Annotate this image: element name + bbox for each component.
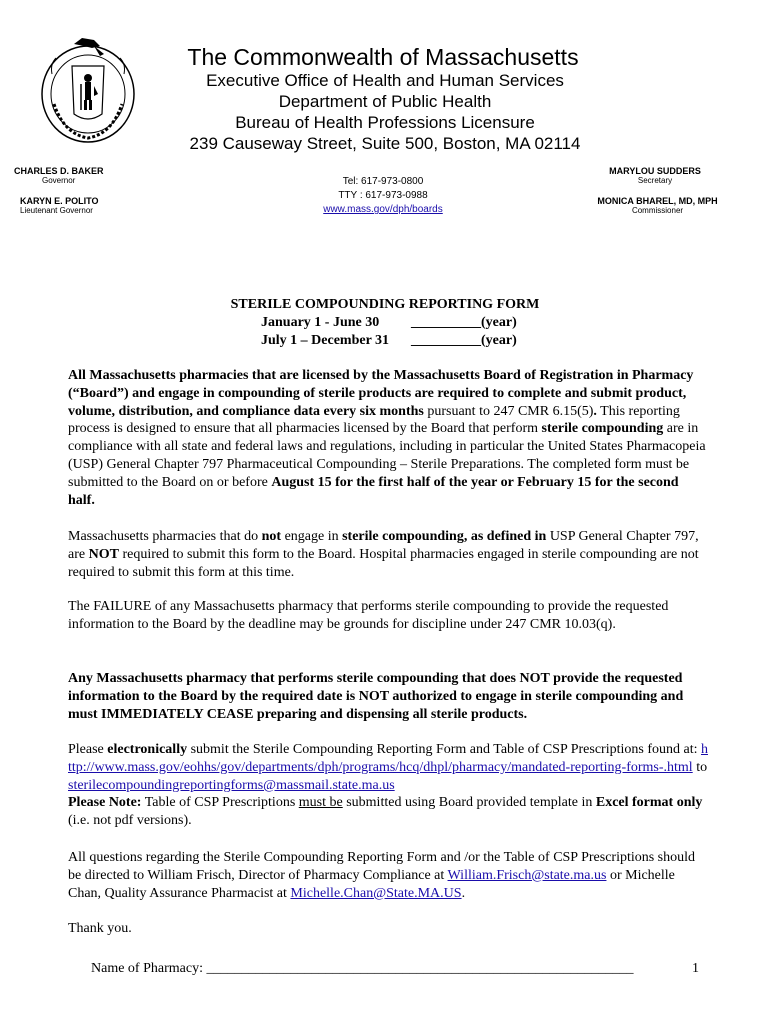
boards-website-link[interactable]: www.mass.gov/dph/boards: [323, 204, 443, 215]
submission-email-link[interactable]: sterilecompoundingreportingforms@massmail.state.ma.us: [68, 777, 395, 793]
compliance-text: are in compliance with all state and federal laws and regulations, including in particular the United States Pharmacopeia (USP) General Chapter 797 Pharmaceutical Compounding – Sterile Preparations. The completed form must be submitted to the Board on or before: [68, 421, 706, 490]
year-field-first-half[interactable]: __________(year): [411, 315, 517, 330]
sterile-compounding-term: sterile compounding: [541, 421, 664, 437]
page-title: The Commonwealth of Massachusetts: [187, 44, 579, 70]
excel-only-emphasis: Excel format only: [595, 795, 703, 811]
chan-email-link[interactable]: Michelle.Chan@State.MA.US: [290, 885, 462, 901]
year-field-second-half[interactable]: __________(year): [411, 333, 517, 348]
electronically-emphasis: electronically: [107, 742, 188, 757]
requirement-statement: All Massachusetts pharmacies that are licensed by the Massachusetts Board of Registration in Pharmacy (“Board”) and engage in compounding of sterile products are required to complete and submit product, volume, distribution, and compliance data every six months: [68, 368, 694, 419]
bureau-name: Bureau of Health Professions Licensure: [235, 113, 535, 132]
department-name: Department of Public Health: [278, 92, 492, 111]
paragraph-contacts: [68, 849, 708, 902]
pharmacy-name-row: [91, 961, 633, 977]
forms-website-link[interactable]: http://www.mass.gov/eohhs/gov/departments/dph/programs/hcq/dhpl/pharmacy/mandated-reporting-forms-.html: [68, 742, 708, 775]
governor-title: Governor: [42, 176, 76, 185]
submit-text-1: Please: [68, 742, 108, 757]
submit-text-3: to: [692, 759, 708, 775]
exemption-text-1: Massachusetts pharmacies that do: [68, 529, 262, 544]
contact-text-1: All questions regarding the Sterile Compounding Reporting Form and /or the Table of CSP Prescriptions should be directed to William Frisch, Director of Pharmacy Compliance at: [68, 850, 696, 883]
note-label: Please Note:: [68, 795, 142, 811]
commissioner-title: Commissioner: [631, 206, 684, 215]
note-text-3: (i.e. not pdf versions).: [68, 813, 192, 829]
phone-number: Tel: 617-973-0800: [342, 176, 424, 187]
commissioner-block: [580, 196, 735, 215]
office-name: Executive Office of Health and Human Services: [206, 71, 564, 90]
paragraph-requirements: [68, 367, 708, 509]
not-required-emphasis: NOT: [88, 546, 119, 562]
thank-you: Thank you.: [68, 921, 132, 936]
tty-number: TTY : 617-973-0988: [338, 190, 428, 201]
lt-governor-name: KARYN E. POLITO: [20, 196, 99, 206]
commissioner-name: MONICA BHAREL, MD, MPH: [597, 196, 718, 206]
note-text-1: Table of CSP Prescriptions: [141, 795, 299, 811]
must-be-emphasis: must be: [298, 795, 343, 811]
secretary-block: [590, 166, 720, 185]
note-text-2: submitted using Board provided template in: [342, 795, 596, 811]
exemption-text-2: engage in: [281, 529, 343, 544]
submit-text-2: submit the Sterile Compounding Reporting Form and Table of CSP Prescriptions found at:: [187, 742, 701, 757]
exemption-text-4: required to submit this form to the Board. Hospital pharmacies engaged in sterile compounding are not required to submit this form at this time.: [68, 546, 699, 580]
contact-text-3: .: [461, 885, 466, 901]
lt-governor-title: Lieutenant Governor: [20, 206, 93, 215]
paragraph-exemptions: [68, 528, 708, 581]
contact-text-2: or Michelle Chan, Quality Assurance Pharmacist at: [68, 867, 675, 901]
deadline-text: August 15 for the first half of the year or February 15 for the second half.: [68, 474, 679, 508]
secretary-name: MARYLOU SUDDERS: [609, 166, 701, 176]
form-title: STERILE COMPOUNDING REPORTING FORM: [230, 297, 540, 312]
paragraph-submission: [68, 741, 708, 830]
pharmacy-name-label: Name of Pharmacy:: [91, 961, 207, 976]
exemption-text-3: USP General Chapter 797, are: [68, 529, 699, 562]
address: 239 Causeway Street, Suite 500, Boston, MA 02114: [189, 134, 581, 153]
not-emphasis: not: [261, 529, 282, 544]
paragraph-failure: The FAILURE of any Massachusetts pharmacy that performs sterile compounding to provide the requested information to the Board by the deadline may be grounds for discipline under 247 CMR 10.03(q).: [68, 599, 669, 632]
regulation-reference: pursuant to 247 CMR 6.15(5): [423, 403, 594, 419]
secretary-title: Secretary: [637, 176, 673, 185]
period-second-half: July 1 – December 31: [261, 333, 390, 348]
pharmacy-name-field[interactable]: _____________________________________________________________: [206, 961, 634, 976]
frisch-email-link[interactable]: William.Frisch@state.ma.us: [447, 867, 607, 883]
definition-emphasis: sterile compounding, as defined in: [342, 529, 547, 544]
governor-name: CHARLES D. BAKER: [14, 166, 104, 176]
reporting-periods: [261, 314, 517, 350]
page-number: 1: [692, 961, 699, 976]
period-mark: .: [593, 403, 597, 419]
period-first-half: January 1 - June 30: [261, 315, 380, 330]
purpose-text: This reporting process is designed to ensure that all pharmacies licensed by the Board that perform: [68, 403, 680, 437]
paragraph-warning: Any Massachusetts pharmacy that performs sterile compounding that does NOT provide the requested information to the Board by the required date is NOT authorized to engage in sterile compounding and must IMMEDIATELY CEASE preparing and dispensing all sterile products.: [68, 671, 684, 722]
